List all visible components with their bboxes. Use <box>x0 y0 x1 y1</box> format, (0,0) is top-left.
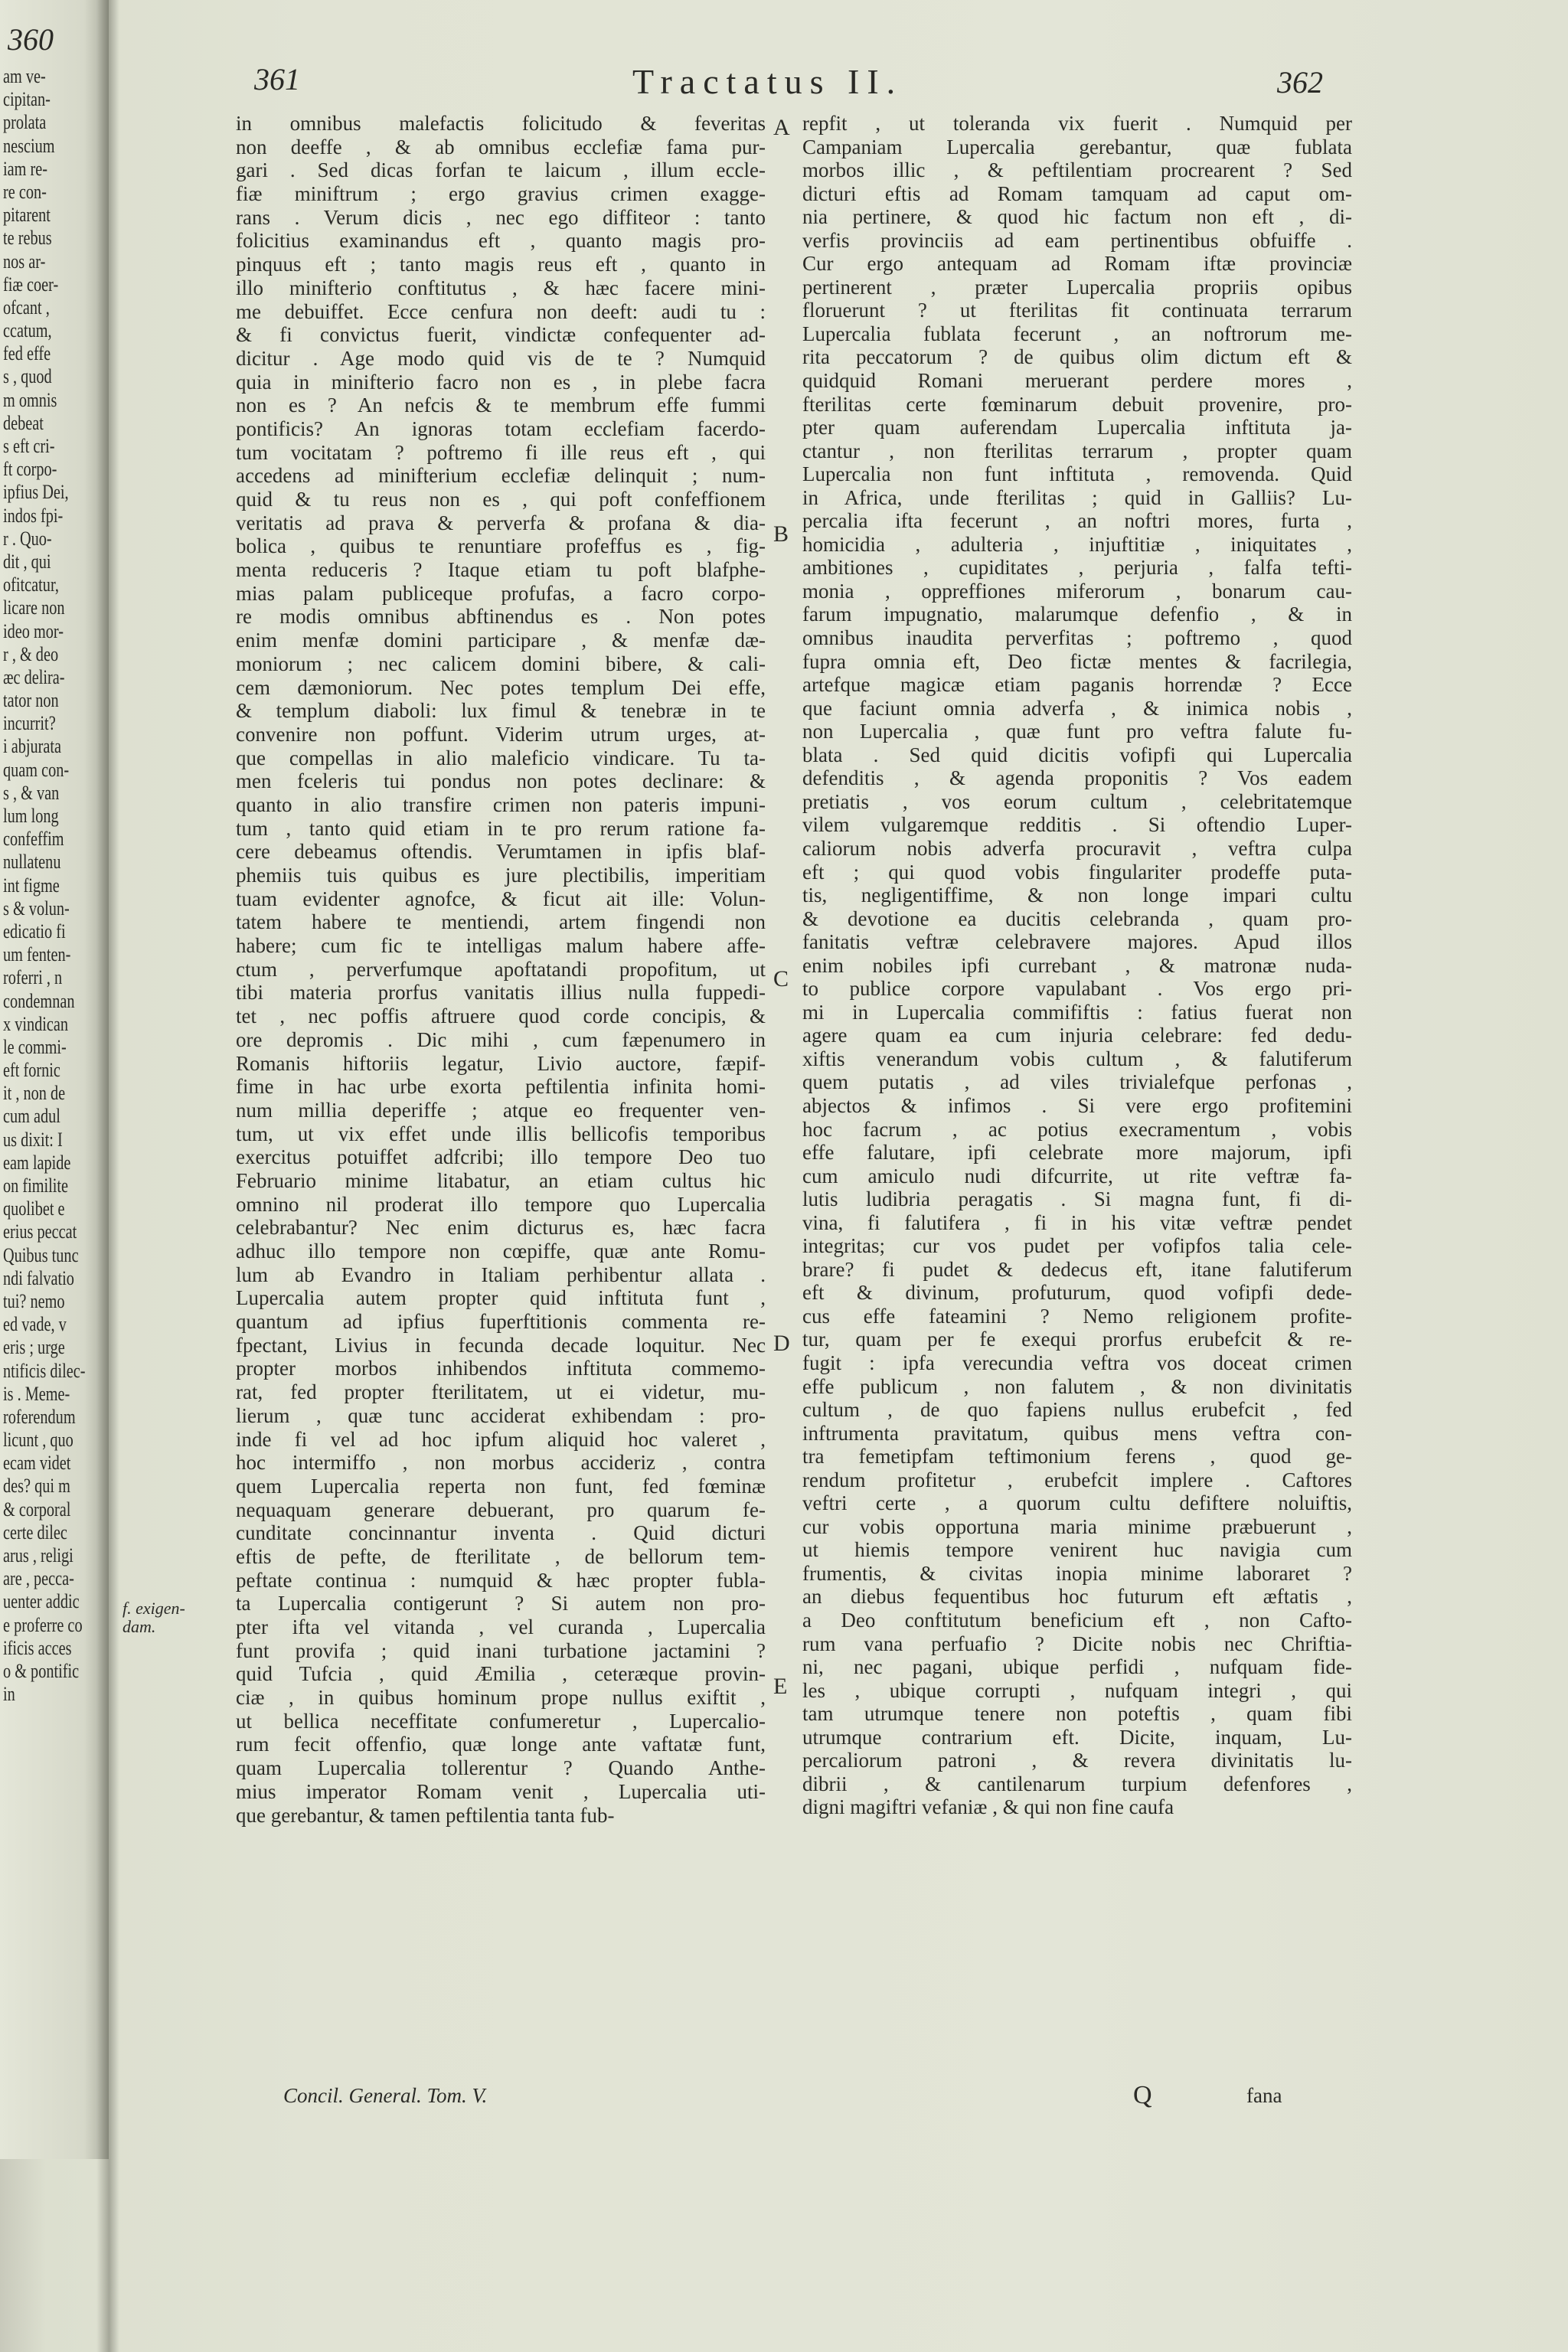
text-line: cere debeamus oftendis. Verumtamen in ipfis blaf- <box>236 840 766 864</box>
text-line: cus effe fateamini ? Nemo religionem profite- <box>802 1304 1352 1328</box>
previous-page-fragment: eam lapide <box>3 1151 71 1174</box>
text-line: quanto in alio transfire crimen non pateris impuni- <box>236 792 766 816</box>
text-line: fanitatis veftræ celebravere majores. Apud illos <box>802 930 1352 954</box>
running-head <box>0 61 1568 107</box>
text-line: defenditis , & agenda proponitis ? Vos eadem <box>802 766 1352 790</box>
text-line: ni, nec pagani, ubique perfidi , nufquam fide- <box>802 1655 1352 1679</box>
text-line: omnibus inaudita perverfitas ; poftremo , quod <box>802 626 1352 650</box>
text-line: xiftis venerandum vobis cultum , & falutiferum <box>802 1047 1352 1070</box>
text-line: quid & tu reus non es , qui poft confeffionem <box>236 488 766 511</box>
text-line: mius imperator Romam venit , Lupercalia uti- <box>236 1779 766 1803</box>
text-line: digni magiftri vefaniæ , & qui non fine caufa <box>802 1795 1174 1819</box>
previous-page-fragment: condemnan <box>3 989 75 1012</box>
section-marker-e: E <box>773 1674 788 1699</box>
text-line: ta Lupercalia contigerunt ? Si autem non pro- <box>236 1592 766 1615</box>
text-line: effe publicum , non falutem , & non divinitatis <box>802 1374 1352 1398</box>
previous-page-fragment: nullatenu <box>3 851 61 874</box>
previous-page-text-fragments <box>3 65 109 1706</box>
text-line: ore depromis . Dic mihi , cum fæpenumero in <box>236 1027 766 1051</box>
previous-page-fragment: e proferre co <box>3 1613 83 1636</box>
text-line: funt provifa ; quid inani turbatione jactamini ? <box>236 1638 766 1662</box>
text-line: rita peccatorum ? de quibus olim dictum eft & <box>802 345 1352 369</box>
text-line: tur, quam per fe exequi prorfus erubefcit & re- <box>802 1328 1352 1351</box>
text-line: les , ubique corrupti , nufquam integri , qui <box>802 1678 1352 1702</box>
previous-page-fragment: ft corpo- <box>3 458 57 481</box>
text-line: eft & divinum, profuturum, quod vofipfi dede- <box>802 1281 1352 1305</box>
text-line: homicidia , adulteria , injuftitiæ , iniquitates , <box>802 532 1352 556</box>
previous-page-fragment: um fenten- <box>3 943 71 966</box>
previous-page-fragment: erius peccat <box>3 1220 77 1243</box>
text-line: agere quam ea cum injuria celebrare: fed dedu- <box>802 1024 1352 1047</box>
text-line: que faciunt omnia adverfa , & inimica nobis , <box>802 696 1352 720</box>
previous-page-fragment: ccatum, <box>3 319 52 342</box>
section-marker-b: B <box>773 521 789 547</box>
previous-page-fragment: ecam videt <box>3 1452 71 1475</box>
text-line: in omnibus malefactis folicitudo & feveritas <box>236 112 766 135</box>
text-line: pertinerent , præter Lupercalia propriis opibus <box>802 275 1352 299</box>
previous-page-fragment: licunt , quo <box>3 1429 74 1452</box>
previous-page-fragment: o & pontific <box>3 1659 80 1682</box>
text-line: me debuiffet. Ecce cenfura non deeft: audi tu : <box>236 299 766 323</box>
previous-page-fragment: uenter addic <box>3 1590 80 1613</box>
previous-page-fragment: confeffim <box>3 828 64 851</box>
text-line: monia , oppreffiones miferorum , bonarum cau- <box>802 579 1352 603</box>
previous-page-fragment: quolibet e <box>3 1197 65 1220</box>
text-line: fterilitas certe fœminarum debuit provenire, pro- <box>802 392 1352 416</box>
text-line: floruerunt ? ut fterilitas fit continuata terrarum <box>802 299 1352 322</box>
text-line: abjectos & infimos . Si vere ergo profitemini <box>802 1093 1352 1117</box>
previous-page-fragment: ed vade, v <box>3 1313 67 1336</box>
previous-page-fragment: fiæ coer- <box>3 273 59 296</box>
text-line: fime in hac urbe exorta peftilentia infinita homi- <box>236 1075 766 1099</box>
text-line: nequaquam generare debuerant, pro quarum fe- <box>236 1498 766 1521</box>
text-line: fiæ miniftrum ; ergo gravius crimen exagge- <box>236 182 766 206</box>
text-line: pter quam auferendam Lupercalia inftituta ja- <box>802 416 1352 439</box>
previous-page-fragment: pitarent <box>3 204 51 227</box>
text-line: Lupercalia non funt inftituta , removenda. Quid <box>802 462 1352 486</box>
text-line: non deeffe , & ab omnibus ecclefiæ fama pur- <box>236 135 766 158</box>
previous-page-fragment: lum long <box>3 805 59 827</box>
text-line: phemiis tuis quibus es jure plectibilis, imperitiam <box>236 864 766 887</box>
text-line: veftri certe , a quorum cultu defiftere noluiftis, <box>802 1491 1352 1515</box>
text-line: gari . Sed dicas forfan te laicum , illum eccle- <box>236 158 766 182</box>
previous-page-fragment: cipitan- <box>3 88 51 111</box>
previous-page-fragment: tator non <box>3 689 59 712</box>
footer-title: Concil. General. Tom. V. <box>283 2084 488 2107</box>
previous-page-fragment: ofcant , <box>3 296 50 318</box>
text-line: eft ; qui quod vobis fingulariter prodeffe puta- <box>802 860 1352 884</box>
marginal-note: f. exigen-dam. <box>122 1599 185 1636</box>
running-title: Tractatus II. <box>632 62 903 101</box>
previous-page-fragment: i abjurata <box>3 735 62 758</box>
previous-page-fragment: is . Meme- <box>3 1382 70 1405</box>
text-line: tuam evidenter agnofce, & ficut ait ille: Volun- <box>236 887 766 910</box>
previous-page-fragment: prolata <box>3 111 47 134</box>
text-line: rat, fed propter fterilitatem, ut ei videtur, mu- <box>236 1380 766 1404</box>
text-line: Campaniam Lupercalia gerebantur, quæ fublata <box>802 135 1352 158</box>
text-line: inde fi vel ad hoc ipfum aliquid hoc valeret , <box>236 1427 766 1451</box>
text-line: blata . Sed quid dicitis vofipfi qui Lupercalia <box>802 743 1352 766</box>
text-line: propter morbos inhibendos inftituta commemo- <box>236 1357 766 1380</box>
text-line: non es ? An nefcis & te membrum effe fummi <box>236 394 766 417</box>
previous-page-fragment: dit , qui <box>3 550 51 573</box>
previous-page-fragment: ificis acces <box>3 1636 72 1659</box>
text-line: mi in Lupercalia commififtis : fatius fuerat non <box>802 1000 1352 1024</box>
text-line: eftis de pefte, de fterilitate , de bellorum tem- <box>236 1544 766 1568</box>
previous-page-fragment: ntificis dilec- <box>3 1359 86 1382</box>
text-line: adhuc illo tempore non cœpiffe, quæ ante Romu- <box>236 1240 766 1263</box>
text-line: & templum diaboli: lux fimul & tenebræ in te <box>236 699 766 723</box>
text-line: enim menfæ domini participare , & menfæ dæ- <box>236 629 766 652</box>
text-line: cultum , de quo fapiens nullus erubefcit , fed <box>802 1398 1352 1422</box>
text-line: celebrabantur? Nec enim dicturus es, hæc facra <box>236 1216 766 1240</box>
text-line: ut hiemis tempore venirent huc navigia cum <box>802 1538 1352 1562</box>
text-line: men fceleris tui pondus non potes declinare: & <box>236 769 766 793</box>
previous-page-fragment: are , pecca- <box>3 1567 74 1590</box>
previous-page-fragment: indos fpi- <box>3 504 64 527</box>
text-line: peftate continua : numquid & hæc propter fubla- <box>236 1568 766 1592</box>
text-line: dibrii , & cantilenarum turpium defenfores , <box>802 1772 1352 1795</box>
text-line: que gerebantur, & tamen peftilentia tanta fub- <box>236 1803 615 1827</box>
text-line: caliorum nobis adverfa procuravit , veftra culpa <box>802 836 1352 860</box>
text-line: tatem habere te mentiendi, artem fingendi non <box>236 910 766 934</box>
text-line: omnino nil proderat illo tempore quo Lupercalia <box>236 1192 766 1216</box>
previous-page-fragment: debeat <box>3 411 44 434</box>
previous-page-fragment: certe dilec <box>3 1521 67 1544</box>
text-line: ambitiones , cupiditates , perjuria , falfa tefti- <box>802 556 1352 580</box>
previous-page-fragment: iam re- <box>3 157 47 180</box>
text-line: percalia ifta fecerunt , an noftri mores, furta , <box>802 509 1352 533</box>
previous-page-fragment: roferri , n <box>3 966 63 989</box>
left-text-column <box>236 112 766 1827</box>
text-line: Lupercalia autem propter quid inftituta funt , <box>236 1286 766 1310</box>
text-line: rans . Verum dicis , nec ego diffiteor : tanto <box>236 205 766 229</box>
previous-page-fragment: s eft cri- <box>3 435 55 457</box>
text-line: tum, ut vix effet unde illis bellicofis temporibus <box>236 1122 766 1145</box>
text-line: repfit , ut toleranda vix fuerit . Numquid per <box>802 112 1352 135</box>
previous-page-fragment: ndi falvatio <box>3 1266 74 1289</box>
previous-page-fragment: æc delira- <box>3 665 65 688</box>
text-line: tum , tanto quid etiam in te pro rerum ratione fa- <box>236 816 766 840</box>
text-line: quam Lupercalia tollerentur ? Quando Anthe- <box>236 1756 766 1780</box>
section-marker-d: D <box>773 1331 790 1356</box>
text-line: habere; cum fic te intelligas malum habere affe- <box>236 934 766 958</box>
previous-page-fragment: le commi- <box>3 1035 67 1058</box>
previous-page-fragment: it , non de <box>3 1082 66 1105</box>
right-text-column <box>802 112 1352 1819</box>
previous-page-fragment: arus , religi <box>3 1544 74 1566</box>
previous-page-fragment: ipfius Dei, <box>3 481 69 504</box>
text-line: a Deo conftitutum beneficium eft , non Cafto- <box>802 1609 1352 1632</box>
text-line: Cur ergo antequam ad Romam iftæ provinciæ <box>802 252 1352 276</box>
text-line: lierum , quæ tunc acciderat exhibendam : pro- <box>236 1403 766 1427</box>
text-line: lum ab Evandro in Italiam perhibentur allata . <box>236 1263 766 1286</box>
text-line: non Lupercalia , quæ funt pro veftra falute fu- <box>802 720 1352 743</box>
text-line: ctum , perverfumque apoftatandi propofitum, ut <box>236 957 766 981</box>
text-line: rendum profitetur , erubefcit implere . Caftores <box>802 1468 1352 1491</box>
text-line: quid Tufcia , quid Æmilia , ceteræque provin- <box>236 1662 766 1686</box>
text-line: & fi convictus fuerit, vindictæ confequenter ad- <box>236 323 766 347</box>
previous-page-fragment: te rebus <box>3 227 52 250</box>
text-line: fugit : ipfa verecundia veftra vos doceat crimen <box>802 1351 1352 1374</box>
section-marker-a: A <box>773 115 790 140</box>
text-line: tra femetipfam teftimonium ferens , quod ge- <box>802 1445 1352 1468</box>
text-line: quem putatis , ad viles trivialefque perfonas , <box>802 1070 1352 1094</box>
text-line: frumentis, & civitas inopia minime laboraret ? <box>802 1561 1352 1585</box>
text-line: tet , nec poffis aftruere quod corde concipis, & <box>236 1004 766 1028</box>
previous-page-fragment: in <box>3 1683 15 1706</box>
text-line: tis, negligentiffime, & non longe impari cultu <box>802 884 1352 907</box>
previous-page-fragment: roferendum <box>3 1405 76 1428</box>
text-line: cunditate concinnantur inventa . Quid dicturi <box>236 1521 766 1545</box>
text-line: pter ifta vel vitanda , vel curanda , Lupercalia <box>236 1615 766 1638</box>
text-line: bolica , quibus te renuntiare profeffus es , fig- <box>236 534 766 558</box>
previous-page-fragment: ideo mor- <box>3 619 64 642</box>
text-line: an diebus fequentibus hoc futurum eft æftatis , <box>802 1585 1352 1609</box>
text-line: num millia deperiffe ; atque eo frequenter ven- <box>236 1098 766 1122</box>
text-line: effe falutare, ipfi celebrate more majorum, ipfi <box>802 1141 1352 1165</box>
previous-page-fragment: & corporal <box>3 1498 71 1521</box>
previous-page-fragment: eft fornic <box>3 1059 60 1082</box>
text-line: pontificis? An ignoras totam ecclefiam facerdo- <box>236 416 766 440</box>
gutter-shadow <box>96 0 119 2352</box>
previous-page-fragment: r . Quo- <box>3 527 52 550</box>
previous-page-fragment: r , & deo <box>3 642 59 665</box>
text-line: quantum ad ipfius fuperftitionis commenta re- <box>236 1310 766 1334</box>
text-line: dicturi eftis ad Romam tamquam ad caput om- <box>802 181 1352 205</box>
text-line: lutis ludibria peragatis . Si magna funt, fi di- <box>802 1187 1352 1211</box>
previous-page-number: 360 <box>8 22 54 57</box>
previous-page-edge <box>0 0 109 2159</box>
signature-mark: Q <box>1133 2081 1152 2109</box>
text-line: que compellas in alio maleficio vindicare. Tu ta- <box>236 746 766 769</box>
text-line: folicitius examinandus eft , quanto magis pro- <box>236 229 766 253</box>
text-line: verfis provinciis ad eam pertinentibus obfuiffe . <box>802 228 1352 252</box>
text-line: rum fecit offenfio, quæ longe ante vaftatæ funt, <box>236 1733 766 1756</box>
text-line: utrumque contrarium eft. Dicite, inquam, Lu- <box>802 1725 1352 1749</box>
section-marker-c: C <box>773 966 789 991</box>
previous-page-fragment: s & volun- <box>3 897 70 920</box>
text-line: pinquus eft ; tanto magis reus eft , quanto in <box>236 253 766 276</box>
previous-page-fragment: s , & van <box>3 781 60 804</box>
text-line: enim nobiles ipfi currebant , & matronæ nuda- <box>802 953 1352 977</box>
left-page-number: 361 <box>254 62 300 96</box>
text-line: tum vocitatam ? poftremo fi ille reus eft , qui <box>236 440 766 464</box>
text-line: quidquid Romani meruerant perdere mores , <box>802 369 1352 393</box>
text-line: integritas; cur vos pudet per vofipfos talia cele- <box>802 1234 1352 1258</box>
previous-page-fragment: am ve- <box>3 65 46 87</box>
text-line: Romanis hiftoriis legatur, Livio auctore, fæpif- <box>236 1051 766 1075</box>
text-line: to publice corpore vapulabant . Vos ergo pri- <box>802 977 1352 1001</box>
text-line: menta reduceris ? Itaque etiam tu poft blafphe- <box>236 558 766 582</box>
text-line: veritatis ad prava & perverfa & profana & dia- <box>236 511 766 534</box>
text-line: illo minifterio conftitutus , & hæc facere mini- <box>236 276 766 299</box>
text-line: farum impugnatio, malarumque defenfio , & in <box>802 603 1352 626</box>
text-line: tibi materia prorfus vanitatis illius nulla fuppedi- <box>236 981 766 1004</box>
catchword: fana <box>1246 2084 1282 2107</box>
text-line: inftrumenta pravitatum, quibus mens veftra con- <box>802 1421 1352 1445</box>
text-line: & devotione ea ducitis celebranda , quam pro- <box>802 906 1352 930</box>
text-line: fupra omnia eft, Deo fictæ mentes & facrilegia, <box>802 649 1352 673</box>
text-line: hoc facrum , ac potius execramentum , vobis <box>802 1117 1352 1141</box>
text-line: Februario minime litabatur, an etiam cultus hic <box>236 1168 766 1192</box>
previous-page-fragment: edicatio fi <box>3 920 66 942</box>
text-line: ciæ , in quibus hominum prope nullus exiftit , <box>236 1686 766 1710</box>
text-line: artefque magicæ etiam paganis horrendæ ? Ecce <box>802 673 1352 697</box>
previous-page-fragment: tui? nemo <box>3 1289 65 1312</box>
previous-page-fragment: m omnis <box>3 388 57 411</box>
previous-page-fragment: s , quod <box>3 365 52 388</box>
text-line: quem Lupercalia reperta non funt, fed fœminæ <box>236 1474 766 1498</box>
text-line: morbos illic , & peftilentiam procrearent ? Sed <box>802 158 1352 182</box>
text-line: convenire non poffunt. Viderim utrum urges, at- <box>236 722 766 746</box>
text-line: ut bellica neceffitate confumeretur , Lupercalio- <box>236 1709 766 1733</box>
text-line: pretiatis , vos eorum cultum , celebritatemque <box>802 789 1352 813</box>
previous-page-fragment: us dixit: I <box>3 1128 63 1151</box>
previous-page-fragment: des? qui m <box>3 1475 70 1498</box>
previous-page-fragment: re con- <box>3 180 47 203</box>
previous-page-fragment: eris ; urge <box>3 1336 65 1359</box>
text-line: in Africa, unde fterilitas ; quid in Galliis? Lu- <box>802 485 1352 509</box>
text-line: moniorum ; nec calicem domini bibere, & cali- <box>236 652 766 675</box>
text-line: accedens ad minifterium ecclefiæ delinquit ; num- <box>236 464 766 488</box>
text-line: vilem vulgaremque redditis . Si oftendio Luper- <box>802 813 1352 837</box>
text-line: percaliorum patroni , & revera divinitatis lu- <box>802 1749 1352 1772</box>
text-line: rum vana perfuafio ? Dicite nobis nec Chriftia- <box>802 1632 1352 1655</box>
previous-page-fragment: licare non <box>3 596 65 619</box>
text-line: Lupercalia fublata fecerunt , an noftrorum me- <box>802 322 1352 345</box>
text-line: ctantur , non fterilitas terrarum , propter quam <box>802 439 1352 462</box>
text-line: exercitus potuiffet adfcribi; illo tempore Deo tuo <box>236 1145 766 1169</box>
text-line: quia in minifterio facro non es , in plebe facra <box>236 370 766 394</box>
text-line: dicitur . Age modo quid vis de te ? Numquid <box>236 346 766 370</box>
previous-page-fragment: fed effe <box>3 342 51 365</box>
right-page-number: 362 <box>1277 65 1323 100</box>
text-line: nia pertinere, & quod hic factum non eft , di- <box>802 205 1352 229</box>
text-line: re modis omnibus abftinendus es . Non potes <box>236 605 766 629</box>
previous-page-fragment: ofitcatur, <box>3 573 59 596</box>
previous-page-fragment: quam con- <box>3 758 70 781</box>
text-line: tam utrumque tenere non poteftis , quam fibi <box>802 1702 1352 1726</box>
text-line: hoc intermiffo , non morbus accideriz , contra <box>236 1451 766 1475</box>
previous-page-fragment: x vindican <box>3 1012 69 1035</box>
previous-page-fragment: Quibus tunc <box>3 1243 79 1266</box>
previous-page-fragment: nos ar- <box>3 250 46 273</box>
text-line: cum amiculo nudi difcurrite, ut rite veftræ fa- <box>802 1164 1352 1187</box>
previous-page-fragment: incurrit? <box>3 712 56 735</box>
text-line: mias palam publiceque profufas, a facro corpo- <box>236 581 766 605</box>
text-line: brare? fi pudet & dedecus eft, itane falutiferum <box>802 1257 1352 1281</box>
previous-page-fragment: cum adul <box>3 1105 60 1128</box>
previous-page-fragment: nescium <box>3 134 55 157</box>
text-line: cem dæmoniorum. Nec potes templum Dei effe, <box>236 675 766 699</box>
text-line: vina, fi falutifera , fi in his vitæ veftræ pendet <box>802 1210 1352 1234</box>
text-line: cur vobis opportuna maria minime præbuerunt , <box>802 1514 1352 1538</box>
previous-page-fragment: on fimilite <box>3 1174 69 1197</box>
text-line: fpectant, Livius in fecunda decade loquitur. Nec <box>236 1333 766 1357</box>
previous-page-fragment: int figme <box>3 874 60 897</box>
